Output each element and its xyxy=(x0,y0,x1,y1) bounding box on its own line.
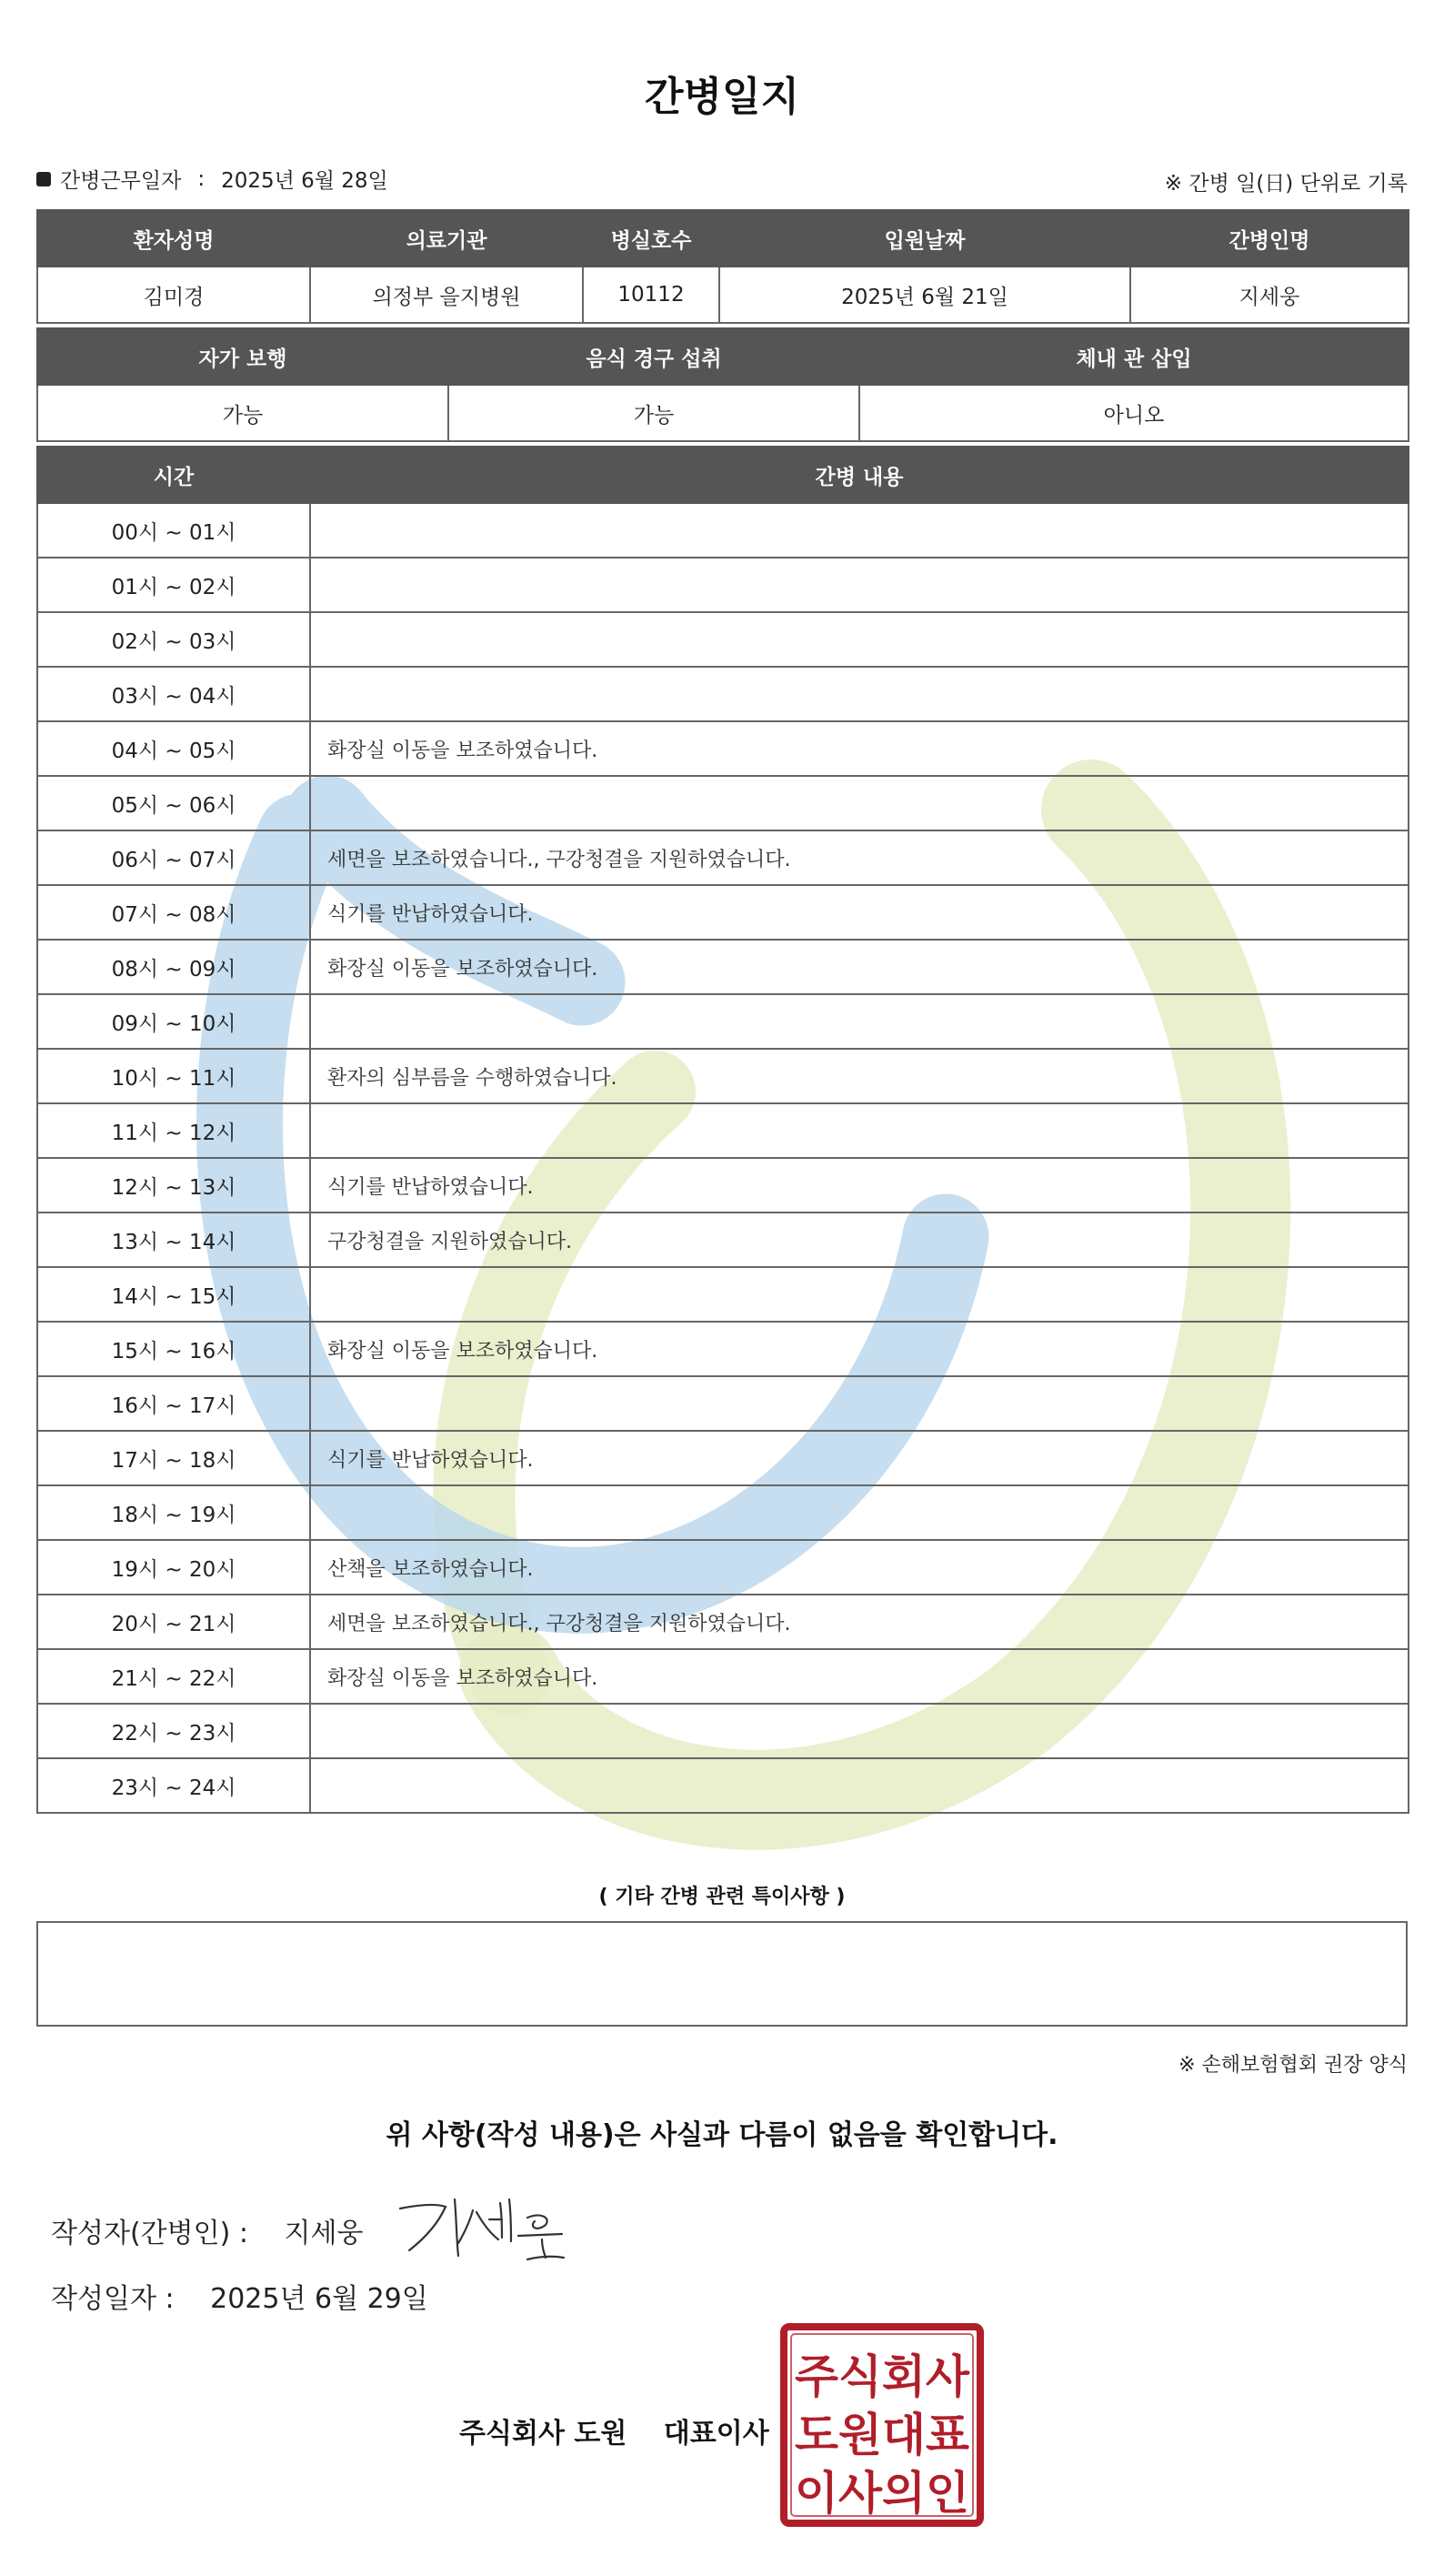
care-log-content: 식기를 반납하였습니다. xyxy=(310,1431,1409,1485)
care-log-content xyxy=(310,994,1409,1049)
confirmation-statement: 위 사항(작성 내용)은 사실과 다름이 없음을 확인합니다. xyxy=(386,2119,1058,2151)
care-log-time: 03시 ~ 04시 xyxy=(37,667,310,721)
care-log-content xyxy=(310,667,1409,721)
care-log-content xyxy=(310,1704,1409,1758)
care-log-row xyxy=(37,558,1409,612)
handwritten-signature xyxy=(382,2183,582,2265)
header-hospital: 의료기관 xyxy=(310,210,583,267)
self-walking-value: 가능 xyxy=(37,385,448,441)
patient-status-header-row xyxy=(37,328,1409,385)
care-log-row xyxy=(37,1213,1409,1267)
care-log-row xyxy=(37,994,1409,1049)
patient-status-value-row xyxy=(37,385,1409,441)
care-log-content: 구강청결을 지원하였습니다. xyxy=(310,1213,1409,1267)
care-log-time: 21시 ~ 22시 xyxy=(37,1649,310,1704)
care-log-time: 13시 ~ 14시 xyxy=(37,1213,310,1267)
care-log-content: 식기를 반납하였습니다. xyxy=(310,1158,1409,1213)
care-log-time: 02시 ~ 03시 xyxy=(37,612,310,667)
care-log-row xyxy=(37,1595,1409,1649)
care-log-time: 06시 ~ 07시 xyxy=(37,830,310,885)
hourly-care-log-table xyxy=(36,446,1409,1814)
care-log-row xyxy=(37,1485,1409,1540)
care-log-time: 08시 ~ 09시 xyxy=(37,940,310,994)
care-log-row xyxy=(37,503,1409,558)
care-log-row xyxy=(37,885,1409,940)
care-log-time: 04시 ~ 05시 xyxy=(37,721,310,776)
work-date-line xyxy=(36,164,388,194)
care-log-content xyxy=(310,1485,1409,1540)
header-room-number: 병실호수 xyxy=(583,210,719,267)
patient-info-table xyxy=(36,209,1409,324)
written-date-line xyxy=(51,2276,428,2316)
care-log-row xyxy=(37,1431,1409,1485)
care-log-content xyxy=(310,1758,1409,1813)
care-log-content: 화장실 이동을 보조하였습니다. xyxy=(310,721,1409,776)
seal-text-line: 주식회사 xyxy=(795,2350,970,2403)
care-log-row xyxy=(37,1376,1409,1431)
care-log-header-row xyxy=(37,447,1409,503)
special-notes-box xyxy=(36,1921,1408,2027)
care-log-content: 화장실 이동을 보조하였습니다. xyxy=(310,1649,1409,1704)
special-notes-title: ( 기타 간병 관련 특이사항 ) xyxy=(598,1886,846,1908)
patient-status-table xyxy=(36,327,1409,442)
caregiver-name: 지세웅 xyxy=(1130,267,1409,323)
writer-name: 지세웅 xyxy=(284,2218,364,2249)
care-log-content xyxy=(310,612,1409,667)
care-log-content xyxy=(310,1267,1409,1322)
care-log-row xyxy=(37,1267,1409,1322)
header-caregiver-name: 간병인명 xyxy=(1130,210,1409,267)
care-log-row xyxy=(37,776,1409,830)
header-tube-insertion: 체내 관 삽입 xyxy=(859,328,1409,385)
care-log-content xyxy=(310,1376,1409,1431)
header-self-walking: 자가 보행 xyxy=(37,328,448,385)
tube-insertion-value: 아니오 xyxy=(859,385,1409,441)
patient-info-header-row xyxy=(37,210,1409,267)
hospital-name: 의정부 을지병원 xyxy=(310,267,583,323)
care-log-row xyxy=(37,1158,1409,1213)
care-log-row xyxy=(37,1758,1409,1813)
company-name: 주식회사 도원 xyxy=(459,2418,627,2450)
care-log-time: 17시 ~ 18시 xyxy=(37,1431,310,1485)
admission-date: 2025년 6월 21일 xyxy=(719,267,1130,323)
header-admission-date: 입원날짜 xyxy=(719,210,1130,267)
representative-title: 대표이사 xyxy=(663,2418,769,2450)
header-care-content: 간병 내용 xyxy=(310,447,1409,503)
care-log-time: 18시 ~ 19시 xyxy=(37,1485,310,1540)
care-log-row xyxy=(37,1322,1409,1376)
care-log-time: 09시 ~ 10시 xyxy=(37,994,310,1049)
care-log-content xyxy=(310,1103,1409,1158)
care-log-row xyxy=(37,721,1409,776)
work-date-label: 간병근무일자 xyxy=(60,169,182,193)
care-log-row xyxy=(37,1704,1409,1758)
care-log-time: 05시 ~ 06시 xyxy=(37,776,310,830)
care-log-time: 22시 ~ 23시 xyxy=(37,1704,310,1758)
header-time: 시간 xyxy=(37,447,310,503)
work-date-separator: : xyxy=(197,166,206,191)
patient-info-value-row xyxy=(37,267,1409,323)
room-number: 10112 xyxy=(583,267,719,323)
header-patient-name: 환자성명 xyxy=(37,210,310,267)
care-log-row xyxy=(37,1649,1409,1704)
care-log-time: 14시 ~ 15시 xyxy=(37,1267,310,1322)
written-date-value: 2025년 6월 29일 xyxy=(210,2283,428,2315)
care-log-content: 화장실 이동을 보조하였습니다. xyxy=(310,1322,1409,1376)
page-title: 간병일지 xyxy=(644,74,799,120)
care-log-time: 12시 ~ 13시 xyxy=(37,1158,310,1213)
source-note: ※ 손해보험협회 권장 양식 xyxy=(1178,2054,1408,2077)
oral-intake-value: 가능 xyxy=(448,385,859,441)
care-log-row xyxy=(37,667,1409,721)
care-log-time: 10시 ~ 11시 xyxy=(37,1049,310,1103)
care-log-content xyxy=(310,503,1409,558)
care-log-content: 화장실 이동을 보조하였습니다. xyxy=(310,940,1409,994)
care-log-row xyxy=(37,830,1409,885)
bullet-square-icon xyxy=(36,172,51,186)
writer-line xyxy=(51,2210,363,2250)
care-log-content: 세면을 보조하였습니다., 구강청결을 지원하였습니다. xyxy=(310,1595,1409,1649)
care-log-time: 07시 ~ 08시 xyxy=(37,885,310,940)
care-log-time: 01시 ~ 02시 xyxy=(37,558,310,612)
care-log-row xyxy=(37,612,1409,667)
care-log-content: 산책을 보조하였습니다. xyxy=(310,1540,1409,1595)
company-seal-stamp xyxy=(778,2321,986,2529)
care-log-row xyxy=(37,940,1409,994)
writer-label: 작성자(간병인) : xyxy=(51,2218,248,2249)
care-log-content: 식기를 반납하였습니다. xyxy=(310,885,1409,940)
header-oral-intake: 음식 경구 섭취 xyxy=(448,328,859,385)
seal-text-line: 도원대표 xyxy=(795,2409,970,2461)
care-log-time: 00시 ~ 01시 xyxy=(37,503,310,558)
care-log-content xyxy=(310,776,1409,830)
patient-name: 김미경 xyxy=(37,267,310,323)
care-log-content: 세면을 보조하였습니다., 구강청결을 지원하였습니다. xyxy=(310,830,1409,885)
care-log-time: 15시 ~ 16시 xyxy=(37,1322,310,1376)
care-log-time: 16시 ~ 17시 xyxy=(37,1376,310,1431)
care-log-body xyxy=(37,503,1409,1813)
care-log-time: 19시 ~ 20시 xyxy=(37,1540,310,1595)
record-unit-note: ※ 간병 일(日) 단위로 기록 xyxy=(1164,172,1408,196)
written-date-label: 작성일자 : xyxy=(51,2283,175,2315)
seal-text-line: 이사의인 xyxy=(795,2467,969,2520)
care-log-row xyxy=(37,1540,1409,1595)
care-log-row xyxy=(37,1103,1409,1158)
care-log-row xyxy=(37,1049,1409,1103)
care-log-time: 23시 ~ 24시 xyxy=(37,1758,310,1813)
care-log-time: 11시 ~ 12시 xyxy=(37,1103,310,1158)
care-log-content xyxy=(310,558,1409,612)
company-signature-line xyxy=(459,2410,769,2450)
work-date-value: 2025년 6월 28일 xyxy=(221,169,388,193)
care-log-time: 20시 ~ 21시 xyxy=(37,1595,310,1649)
care-log-content: 환자의 심부름을 수행하였습니다. xyxy=(310,1049,1409,1103)
